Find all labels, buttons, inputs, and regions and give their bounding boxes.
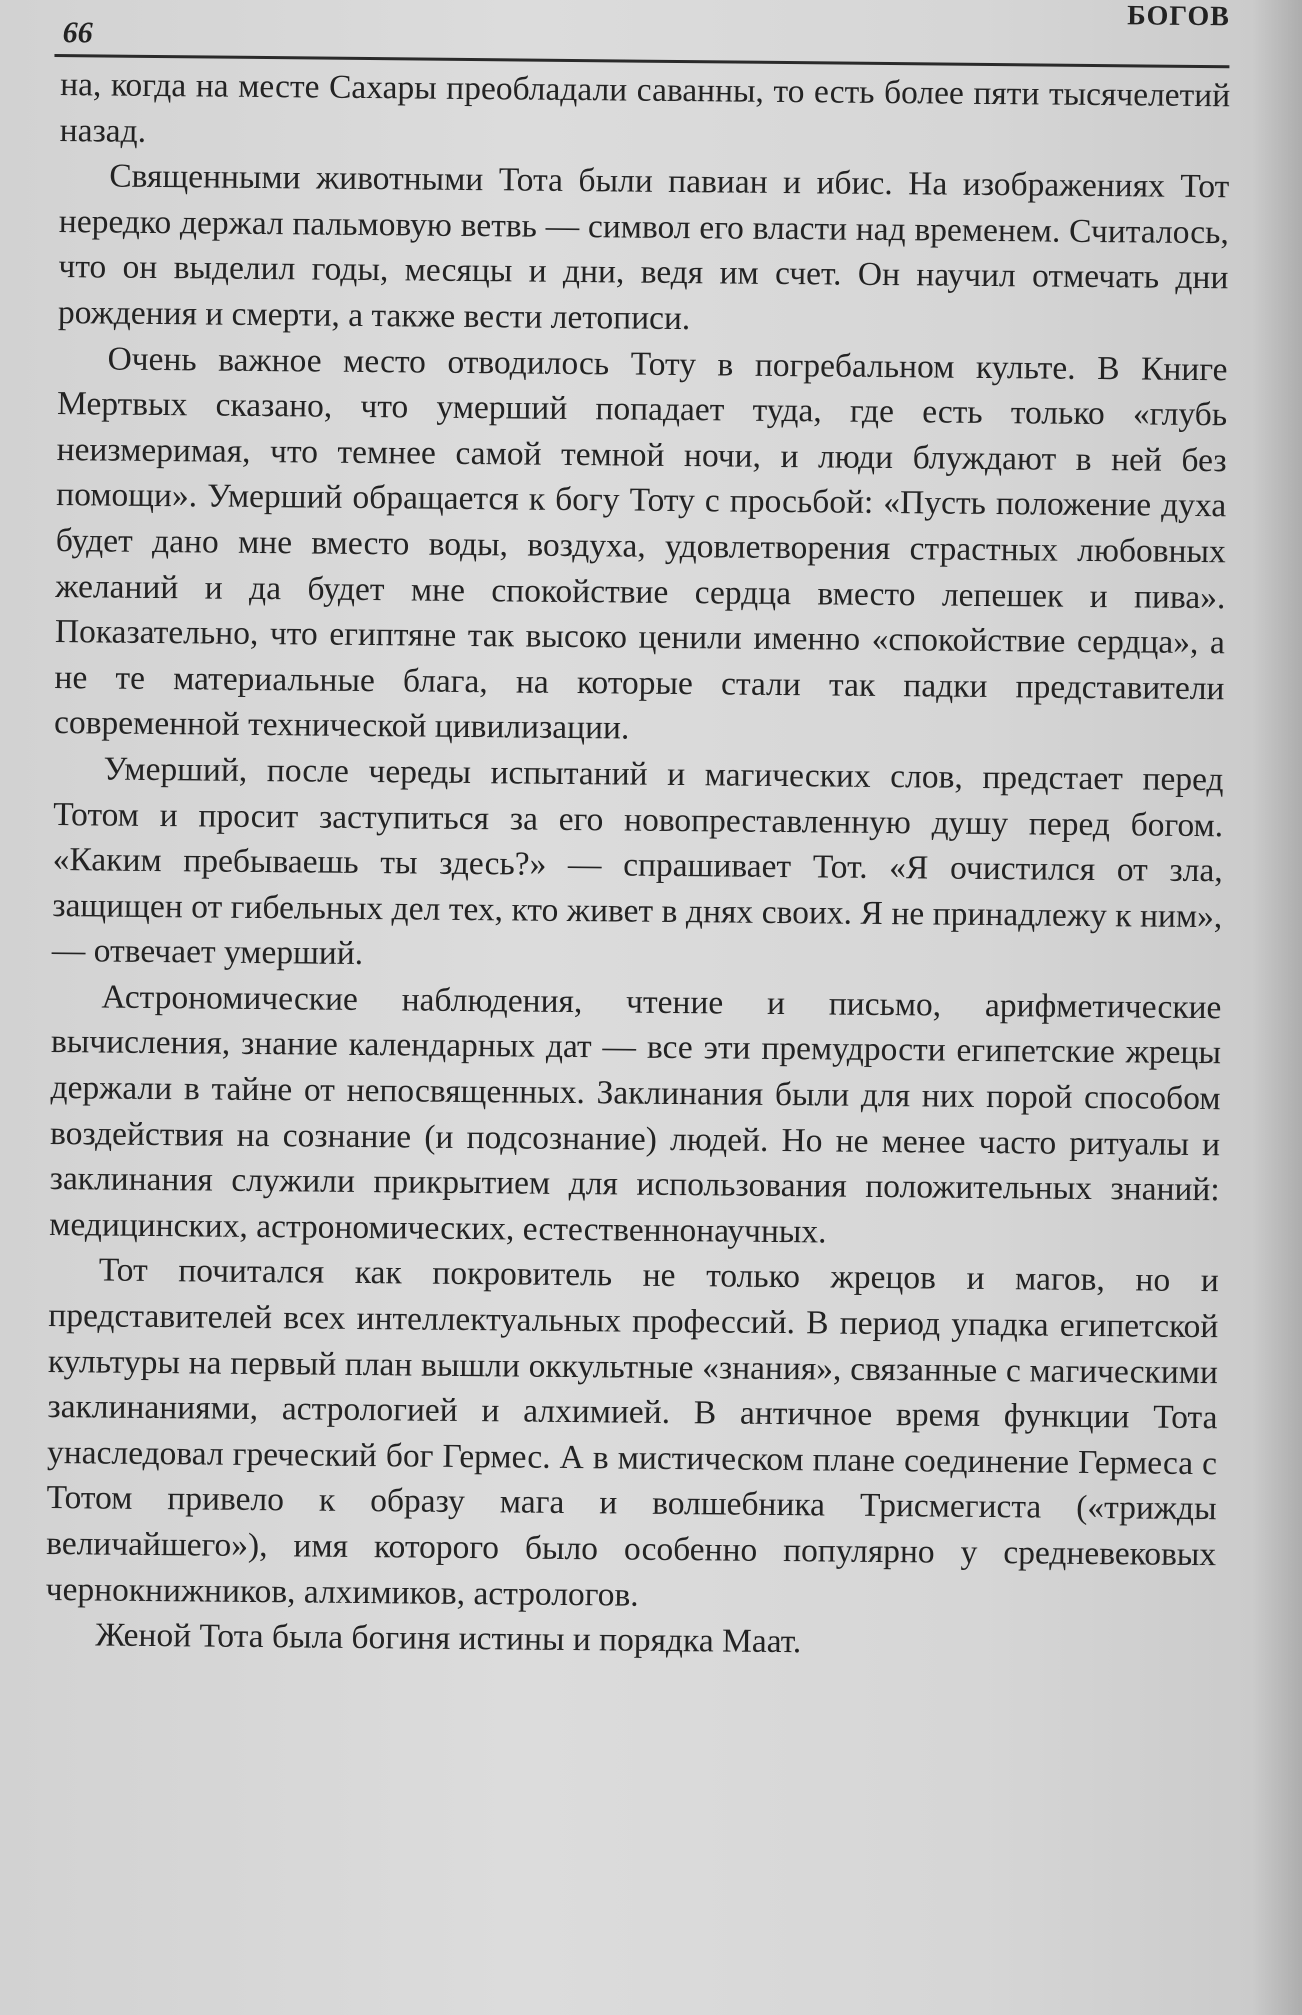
paragraph-patron-hermes: Тот почитался как покровитель не только жрецов и магов, но и представителей всех интеллектуальных профессий. В период упадка египетской культуры на первый план вышли оккультные «знания», связанные с магическими заклинаниями, астрологией и алхимией. В античное время функции Тота унаследовал греческий бог Гермес. А в мистическом плане соединение Гермеса с Тотом привело к образу мага и волшебника Трисмегиста («трижды величайшего»), имя которого было особенно популярно у средневековых чернокнижников, алхимиков, астрологов. — [45, 1251, 1219, 1614]
running-head — [54, 0, 1231, 68]
page-edge-shadow — [1252, 0, 1302, 2015]
paragraph-funeral-cult: Очень важное место отводилось Тоту в погребальном культе. В Книге Мертвых сказано, что умерший попадает туда, где есть только «глубь неизмеримая, что темнее самой темной ночи, и люди блуждают в ней без помощи». Умерший обращается к богу Тоту с просьбой: «Пусть положение духа будет дано мне вместо воды, воздуха, удовлетворения страстных любовных желаний и да будет мне спокойствие сердца вместо лепешек и пива». Показательно, что египтяне так высоко ценили именно «спокойствие сердца», а не те материальные блага, на которые стали так падки представители современной технической цивилизации. — [53, 340, 1228, 747]
book-page — [36, 0, 1260, 2015]
paragraph-wife-maat: Женой Тота была богиня истины и порядка Маат. — [95, 1616, 802, 1661]
paragraph-sacred-animals: Священными животными Тота были павиан и ибис. На изображениях Тот нередко держал пальмовую ветвь — символ его власти над временем. Считалось, что он выделил годы, месяцы и дни, ведя им счет. Он научил отмечать дни рождения и смерти, а также вести летописи. — [57, 157, 1230, 338]
paragraph-continuation: на, когда на месте Сахары преобладали саванны, то есть более пяти тысячелетий назад. — [59, 66, 1231, 150]
paragraph-judgment: Умерший, после череды испытаний и магических слов, предстает перед Тотом и просит заступиться за его новопреставленную душу перед богом. «Каким пребываешь ты здесь?» — спрашивает Тот. «Я очистился от зла, защищен от гибельных дел тех, кто живет в днях своих. Я не принадлежу к ним», — отвечает умерший. — [51, 750, 1224, 973]
paragraph-priest-knowledge: Астрономические наблюдения, чтение и письмо, арифметические вычисления, знание календарных дат — все эти премудрости египетские жрецы держали в тайне от непосвященных. Заклинания были для них порой способом воздействия на сознание (и подсознание) людей. Но не менее часто ритуалы и заклинания служили прикрытием для использования положительных знаний: медицинских, астрономических, естественнонаучных. — [49, 978, 1222, 1251]
page-body — [45, 62, 1230, 1669]
running-title: БОГОВ — [1127, 0, 1231, 33]
page-number: 66 — [62, 16, 93, 50]
